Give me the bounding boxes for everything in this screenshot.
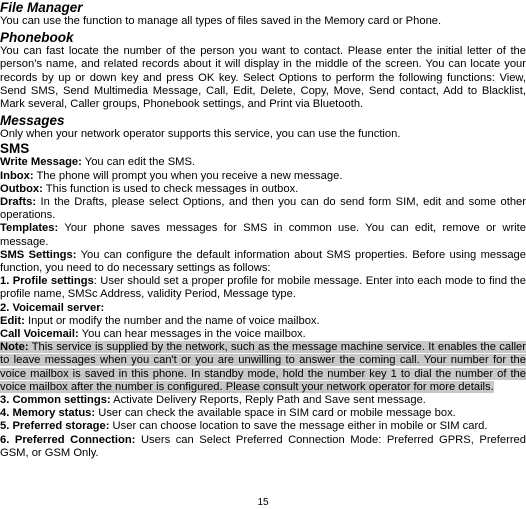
file-manager-text: You can use the function to manage all types of files saved in the Memory card or Phone.: [0, 15, 442, 27]
note-label: Note:: [0, 341, 29, 354]
templates-item: [0, 222, 526, 248]
sms-settings-item: [0, 249, 526, 275]
outbox-label: Outbox:: [0, 182, 43, 195]
phonebook-text: You can fast locate the number of the person you want to contact. Please enter the initial letter of the person’s name, and related records about it will display in the middle of the screen. You can locate your records by up or down key and press OK key. Select Options to perform the following functions: View, Send SMS, Send Multimedia Message, Call, Edit, Delete, Copy, Move, Send contact, Add to Blacklist, Mark several, Caller groups, Phonebook settings, and Print via Bluetooth.: [0, 45, 526, 111]
call-voicemail-item: [0, 328, 526, 341]
phonebook-heading: Phonebook: [0, 30, 74, 46]
inbox-item: [0, 170, 526, 183]
common-settings-item: [0, 394, 526, 407]
voicemail-server-item: [0, 302, 526, 315]
preferred-connection-item: [0, 434, 526, 460]
drafts-text: In the Drafts, please select Options, and then you can do send form SIM, edit and some other operations.: [0, 196, 526, 222]
sms-settings-label: SMS Settings:: [0, 248, 77, 261]
profile-settings-label: 1. Profile settings: [0, 275, 94, 288]
inbox-text: The phone will prompt you when you receive a new message.: [33, 169, 343, 182]
sms-settings-text: You can configure the default information about SMS properties. Before using message function, you need to do necessary settings as follows:: [0, 248, 526, 275]
messages-heading: Messages: [0, 113, 65, 129]
write-message-label: Write Message:: [0, 156, 82, 169]
memory-status-text: User can check the available space in SIM card or mobile message box.: [95, 407, 456, 420]
outbox-text: This function is used to check messages in outbox.: [42, 182, 299, 195]
sms-heading: SMS: [0, 141, 30, 157]
outbox-item: [0, 183, 526, 196]
write-message-text: You can edit the SMS.: [81, 156, 196, 169]
edit-item: [0, 315, 526, 328]
page-number: 15: [257, 497, 269, 508]
common-settings-text: Activate Delivery Reports, Reply Path and Save sent message.: [110, 394, 426, 407]
note-item: [0, 341, 526, 394]
file-manager-heading: File Manager: [0, 0, 83, 15]
edit-label: Edit:: [0, 314, 25, 327]
memory-status-item: [0, 407, 526, 420]
preferred-storage-label: 5. Preferred storage:: [0, 420, 110, 433]
voicemail-server-label: 2. Voicemail server:: [0, 301, 105, 314]
profile-settings-text: : User should set a proper profile for mobile message. Enter into each mode to find the profile name, SMSc Address, validity Period, Message type.: [0, 275, 526, 301]
call-voicemail-text: You can hear messages in the voice mailbox.: [78, 328, 306, 341]
preferred-storage-item: [0, 420, 526, 433]
templates-label: Templates:: [0, 222, 59, 235]
common-settings-label: 3. Common settings:: [0, 394, 111, 407]
profile-settings-item: [0, 275, 526, 301]
write-message-item: [0, 156, 526, 169]
preferred-storage-text: User can choose location to save the message either in mobile or SIM card.: [109, 420, 488, 433]
preferred-connection-label: 6. Preferred Connection:: [0, 433, 136, 446]
messages-text: Only when your network operator supports this service, you can use the function.: [0, 128, 401, 141]
call-voicemail-label: Call Voicemail:: [0, 328, 79, 341]
memory-status-label: 4. Memory status:: [0, 407, 96, 420]
drafts-label: Drafts:: [0, 196, 37, 209]
templates-text: Your phone saves messages for SMS in common use. You can edit, remove or write message.: [0, 222, 526, 248]
inbox-label: Inbox:: [0, 169, 34, 182]
note-text: This service is supplied by the network, such as the message machine service. It enables the caller to leave messages when you can't or you are unwilling to answer the coming call. Your number for the voice mailbox is saved in this phone. In standby mode, hold the number key 1 to dial the number of the voice mailbox after the number is configured. Please consult your network operator for more details.: [0, 341, 526, 393]
preferred-connection-text: Users can Select Preferred Connection Mode: Preferred GPRS, Preferred GSM, or GSM Only.: [0, 433, 526, 459]
drafts-item: [0, 196, 526, 222]
edit-text: Input or modify the number and the name of voice mailbox.: [24, 314, 320, 327]
